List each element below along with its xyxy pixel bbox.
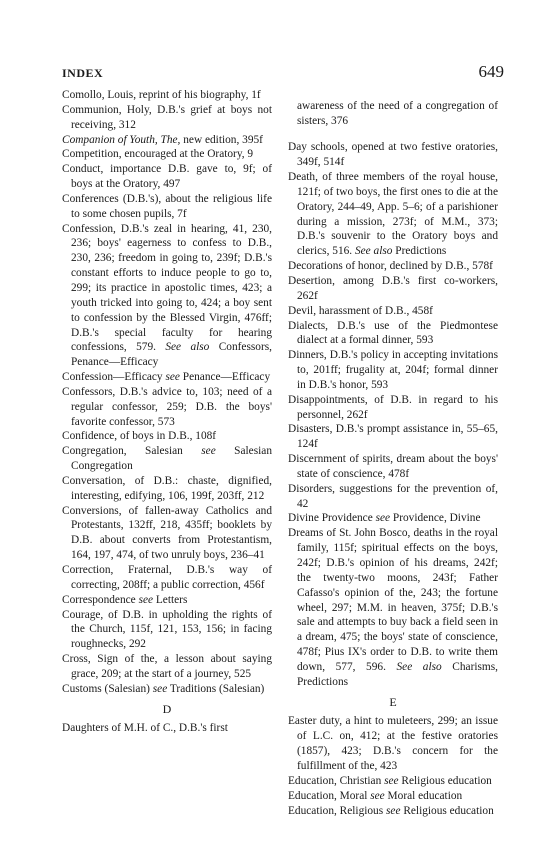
index-entry: Confessors, D.B.'s advice to, 103; need of a regular confessor, 259; D.B. the boys' favorite confessor, 573 (62, 385, 272, 428)
index-entry: Courage, of D.B. in upholding the rights of the Church, 115f, 121, 153, 156; in facing roughnecks, 292 (62, 608, 272, 651)
index-entry: Day schools, opened at two festive oratories, 349f, 514f (288, 141, 498, 169)
index-entry: Cross, Sign of the, a lesson about saying grace, 209; at the start of a journey, 525 (62, 653, 272, 680)
index-entry: Education, Moral see Moral education (288, 789, 463, 802)
index-entry: Death, of three members of the royal house, 121f; of two boys, the first ones to die at the Oratory, 244–49, App. 5–6; of a parishioner during a mission, 273f; of M.M., 373; D.B.'s souvenir to the Oratory boys and clerics, 516. See also Predictions (288, 171, 498, 258)
index-entry: Correspondence see Letters (62, 593, 188, 606)
index-entry: Education, Christian see Religious education (288, 774, 492, 787)
index-entry: Communion, Holy, D.B.'s grief at boys not receiving, 312 (62, 103, 272, 131)
index-entry: Dialects, D.B.'s use of the Piedmontese dialect at a formal dinner, 593 (288, 319, 498, 347)
running-head (60, 62, 502, 84)
index-entry: Confession—Efficacy see Penance—Efficacy (62, 371, 271, 384)
page-number: 649 (478, 62, 504, 81)
index-entry: Conferences (D.B.'s), about the religious life to some chosen pupils, 7f (62, 192, 272, 220)
index-entry: Conversation, of D.B.: chaste, dignified, interesting, edifying, 106, 199f, 203ff, 212 (62, 474, 272, 502)
index-entry: Conversions, of fallen-away Catholics and Protestants, 132ff, 218, 435ff; booklets by D.B. about converts from Protestantism, 164, 197, 474, of two unruly boys, 236–41 (62, 504, 272, 562)
index-entry-continued: awareness of the need of a congregation of sisters, 376 (297, 100, 498, 128)
index-entry: Easter duty, a hint to muleteers, 299; an issue of L.C. on, 412; at the festive oratories (1857), 423; D.B.'s concern for the fulfillment of the, 423 (288, 715, 498, 772)
section-letter-e: E (389, 694, 397, 709)
index-entry: Customs (Salesian) see Traditions (Salesian) (62, 682, 265, 695)
index-entry: Confession, D.B.'s zeal in hearing, 41, 230, 236; boys' eagerness to confess to D.B., 230, 236; freedom in going to, 239f; D.B.'s constant efforts to induce people to go to, 299; its practice in apostolic times, 423; a youth tricked into going to, 424; a boy sent to confession by the Blessed Virgin, 476ff; D.B.'s special faculty for hearing confessions, 579. See also Confessors, Penance—Efficacy (62, 222, 272, 369)
index-entry: Divine Providence see Providence, Divine (288, 512, 481, 525)
index-entry: Disasters, D.B.'s prompt assistance in, 55–65, 124f (288, 423, 498, 451)
index-column-right (288, 88, 498, 818)
section-letter-d: D (162, 701, 172, 716)
index-entry: Conduct, importance D.B. gave to, 9f; of boys at the Oratory, 497 (62, 163, 272, 191)
index-column-left (62, 88, 272, 736)
index-entry: Education, Religious see Religious education (288, 804, 494, 817)
index-entry: Daughters of M.H. of C., D.B.'s first (62, 722, 228, 735)
index-entry: Devil, harassment of D.B., 458f (288, 304, 433, 317)
index-entry: Desertion, among D.B.'s first co-workers, 262f (288, 274, 498, 302)
index-entry: Congregation, Salesian see Salesian Congregation (62, 445, 272, 473)
index-entry: Decorations of honor, declined by D.B., 578f (288, 260, 493, 273)
index-entry: Comollo, Louis, reprint of his biography, 1f (62, 89, 261, 101)
index-entry: Discernment of spirits, dream about the boys' state of conscience, 478f (288, 453, 498, 480)
index-entry: Disorders, suggestions for the prevention of, 42 (288, 482, 498, 510)
index-entry: Dreams of St. John Bosco, deaths in the royal family, 115f; spiritual effects on the boys, 242f; D.B.'s opinion of his dreams, 242f; the twenty-two moons, 243f; Father Cafasso's opinion of the, 243; the fortune wheel, 297; M.M. in heaven, 375f; D.B.'s sale and attempts to buy back a field seen in a dream, 475; the boys' state of conscience, 478f; Pius IX's order to D.B. to write them down, 577, 596. See also Charisms, Predictions (288, 527, 498, 688)
index-entry: Competition, encouraged at the Oratory, 9 (62, 148, 254, 161)
index-entry: Dinners, D.B.'s policy in accepting invitations to, 201ff; frugality at, 204f; formal dinner in D.B.'s honor, 593 (288, 349, 498, 391)
index-entry: Correction, Fraternal, D.B.'s way of correcting, 208ff; a public correction, 456f (62, 564, 272, 591)
running-title: INDEX (62, 66, 104, 80)
index-entry: Companion of Youth, The, new edition, 395f (62, 133, 263, 146)
index-entry: Confidence, of boys in D.B., 108f (62, 430, 217, 443)
index-entry: Disappointments, of D.B. in regard to his personnel, 262f (288, 393, 498, 421)
